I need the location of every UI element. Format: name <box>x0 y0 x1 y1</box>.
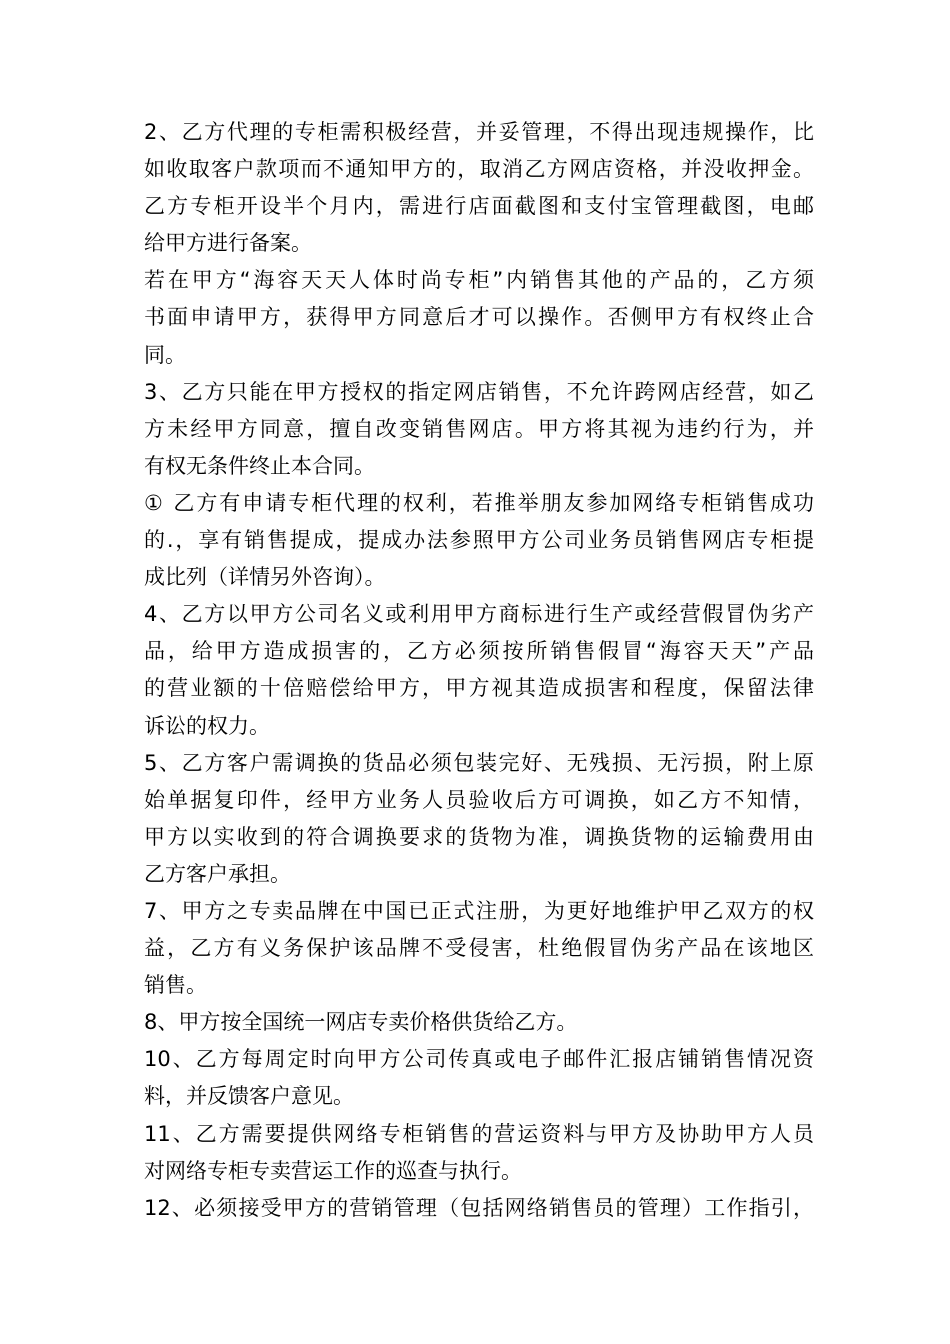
text-line: 品，给甲方造成损害的，乙方必须按所销售假冒“海容天天”产品 <box>144 639 814 664</box>
text-line: 始单据复印件，经甲方业务人员验收后方可调换，如乙方不知情， <box>144 787 814 812</box>
text-line: 乙方专柜开设半个月内，需进行店面截图和支付宝管理截图，电邮 <box>144 194 814 219</box>
text-line: 料，并反馈客户意见。 <box>144 1084 354 1109</box>
text-line: 2、乙方代理的专柜需积极经营，并妥管理，不得出现违规操作，比 <box>144 120 814 144</box>
text-line: 5、乙方客户需调换的货品必须包装完好、无残损、无污损，附上原 <box>144 750 814 775</box>
text-line: 如收取客户款项而不通知甲方的，取消乙方网店资格，并没收押金。 <box>144 157 814 182</box>
text-line: 益，乙方有义务保护该品牌不受侵害，杜绝假冒伪劣产品在该地区 <box>144 936 814 961</box>
text-line: 7、甲方之专卖品牌在中国已正式注册，为更好地维护甲乙双方的权 <box>144 898 814 923</box>
text-line: 3、乙方只能在甲方授权的指定网店销售，不允许跨网店经营，如乙 <box>144 379 814 404</box>
text-line: 的.，享有销售提成，提成办法参照甲方公司业务员销售网店专柜提 <box>144 528 814 553</box>
text-line: 给甲方进行备案。 <box>144 231 312 256</box>
text-line: 销售。 <box>144 973 207 998</box>
text-line: 甲方以实收到的符合调换要求的货物为准，调换货物的运输费用由 <box>144 824 814 849</box>
text-line: 成比列（详情另外咨询）。 <box>144 565 386 590</box>
text-line: 方未经甲方同意，擅自改变销售网店。甲方将其视为违约行为，并 <box>144 416 814 441</box>
text-line: 对网络专柜专卖营运工作的巡查与执行。 <box>144 1158 522 1183</box>
text-line: 诉讼的权力。 <box>144 713 270 738</box>
text-line: 若在甲方“海容天天人体时尚专柜”内销售其他的产品的，乙方须 <box>144 268 814 293</box>
document-body <box>144 114 814 1227</box>
text-line: 12、必须接受甲方的营销管理（包括网络销售员的管理）工作指引， <box>144 1195 814 1220</box>
text-line: 8、甲方按全国统一网店专卖价格供货给乙方。 <box>144 1010 578 1035</box>
text-line: 书面申请甲方，获得甲方同意后才可以操作。否侧甲方有权终止合 <box>144 305 814 330</box>
text-line: 4、乙方以甲方公司名义或利用甲方商标进行生产或经营假冒伪劣产 <box>144 602 814 627</box>
text-line: ① 乙方有申请专柜代理的权利，若推举朋友参加网络专柜销售成功 <box>144 490 814 515</box>
text-line: 10、乙方每周定时向甲方公司传真或电子邮件汇报店铺销售情况资 <box>144 1047 814 1072</box>
text-line: 有权无条件终止本合同。 <box>144 453 375 478</box>
text-line: 11、乙方需要提供网络专柜销售的营运资料与甲方及协助甲方人员 <box>144 1121 814 1146</box>
text-line: 同。 <box>144 342 186 367</box>
text-line: 乙方客户承担。 <box>144 861 291 886</box>
text-line: 的营业额的十倍赔偿给甲方，甲方视其造成损害和程度，保留法律 <box>144 676 814 701</box>
